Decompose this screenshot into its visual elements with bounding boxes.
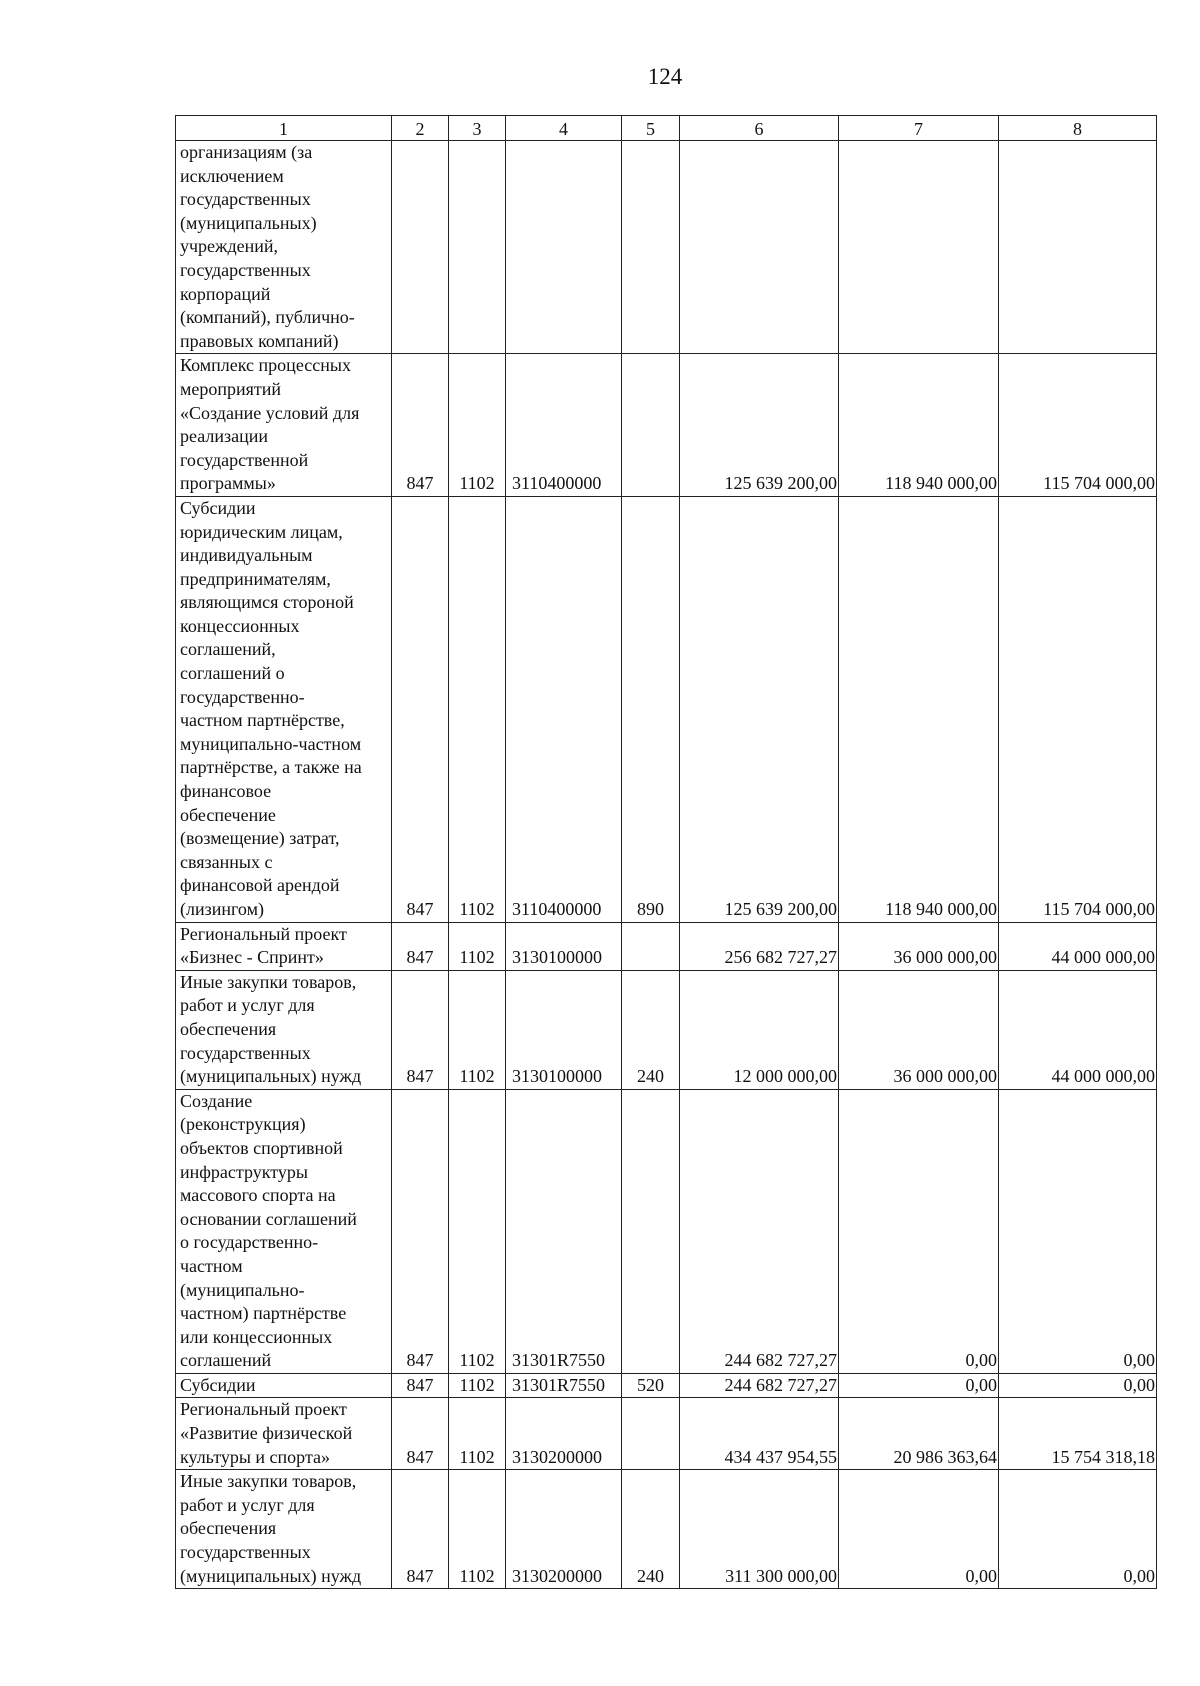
section-code-cell: 1102 <box>449 1373 506 1398</box>
column-header: 6 <box>680 116 839 141</box>
amount-year3-cell: 44 000 000,00 <box>999 922 1157 970</box>
row-name-cell: Создание (реконструкция) объектов спортивной инфраструктуры массового спорта на основании соглашений о государственно- частном (муниципально- частном) партнёрстве или концессионных соглашений <box>176 1089 392 1373</box>
section-code-cell: 1102 <box>449 922 506 970</box>
table-row <box>176 1089 1157 1373</box>
row-name-cell: организациям (за исключением государственных (муниципальных) учреждений, государственных корпораций (компаний), публично- правовых компаний) <box>176 141 392 354</box>
expense-type-cell: 240 <box>622 970 680 1089</box>
ministry-code-cell: 847 <box>392 1470 449 1589</box>
row-name-cell: Иные закупки товаров, работ и услуг для обеспечения государственных (муниципальных) нужд <box>176 970 392 1089</box>
amount-year1-cell: 244 682 727,27 <box>680 1373 839 1398</box>
target-article-cell <box>506 141 622 354</box>
section-code-cell: 1102 <box>449 1398 506 1470</box>
row-name-cell: Региональный проект «Бизнес - Спринт» <box>176 922 392 970</box>
table-row <box>176 1373 1157 1398</box>
column-header: 5 <box>622 116 680 141</box>
expense-type-cell <box>622 922 680 970</box>
header-row <box>176 116 1157 141</box>
target-article-cell: 3130100000 <box>506 922 622 970</box>
amount-year3-cell: 44 000 000,00 <box>999 970 1157 1089</box>
column-header: 2 <box>392 116 449 141</box>
amount-year1-cell: 12 000 000,00 <box>680 970 839 1089</box>
row-name-cell: Иные закупки товаров, работ и услуг для обеспечения государственных (муниципальных) нужд <box>176 1470 392 1589</box>
amount-year3-cell: 115 704 000,00 <box>999 354 1157 497</box>
budget-table <box>175 115 1157 1589</box>
amount-year1-cell <box>680 141 839 354</box>
ministry-code-cell: 847 <box>392 1089 449 1373</box>
amount-year2-cell: 36 000 000,00 <box>839 922 999 970</box>
amount-year3-cell: 115 704 000,00 <box>999 496 1157 922</box>
ministry-code-cell: 847 <box>392 970 449 1089</box>
amount-year1-cell: 434 437 954,55 <box>680 1398 839 1470</box>
ministry-code-cell <box>392 141 449 354</box>
amount-year3-cell: 0,00 <box>999 1470 1157 1589</box>
column-header: 3 <box>449 116 506 141</box>
target-article-cell: 3130100000 <box>506 970 622 1089</box>
page-number: 124 <box>647 64 683 89</box>
amount-year1-cell: 125 639 200,00 <box>680 354 839 497</box>
column-header: 4 <box>506 116 622 141</box>
section-code-cell: 1102 <box>449 1089 506 1373</box>
table-row <box>176 970 1157 1089</box>
amount-year2-cell <box>839 141 999 354</box>
table-row <box>176 354 1157 497</box>
row-name-cell: Субсидии <box>176 1373 392 1398</box>
amount-year2-cell: 118 940 000,00 <box>839 354 999 497</box>
ministry-code-cell: 847 <box>392 922 449 970</box>
target-article-cell: 3130200000 <box>506 1398 622 1470</box>
expense-type-cell <box>622 1089 680 1373</box>
amount-year2-cell: 20 986 363,64 <box>839 1398 999 1470</box>
amount-year3-cell: 0,00 <box>999 1373 1157 1398</box>
expense-type-cell: 890 <box>622 496 680 922</box>
table-row <box>176 496 1157 922</box>
ministry-code-cell: 847 <box>392 354 449 497</box>
target-article-cell: 3130200000 <box>506 1470 622 1589</box>
target-article-cell: 31301R7550 <box>506 1373 622 1398</box>
row-name-cell: Комплекс процессных мероприятий «Создание условий для реализации государственной программы» <box>176 354 392 497</box>
amount-year2-cell: 0,00 <box>839 1470 999 1589</box>
target-article-cell: 31301R7550 <box>506 1089 622 1373</box>
expense-type-cell: 240 <box>622 1470 680 1589</box>
row-name-cell: Региональный проект «Развитие физической культуры и спорта» <box>176 1398 392 1470</box>
column-header: 7 <box>839 116 999 141</box>
amount-year3-cell <box>999 141 1157 354</box>
expense-type-cell <box>622 1398 680 1470</box>
ministry-code-cell: 847 <box>392 1373 449 1398</box>
column-header: 1 <box>176 116 392 141</box>
section-code-cell: 1102 <box>449 970 506 1089</box>
row-name-cell: Субсидии юридическим лицам, индивидуальным предпринимателям, являющимся стороной концессионных соглашений, соглашений о государственно- частном партнёрстве, муниципально-частном партнёрстве, а также на финансовое обеспечение (возмещение) затрат, связанных с финансовой арендой (лизингом) <box>176 496 392 922</box>
section-code-cell: 1102 <box>449 354 506 497</box>
expense-type-cell <box>622 141 680 354</box>
target-article-cell: 3110400000 <box>506 496 622 922</box>
column-header: 8 <box>999 116 1157 141</box>
table-row <box>176 1398 1157 1470</box>
amount-year1-cell: 125 639 200,00 <box>680 496 839 922</box>
amount-year2-cell: 36 000 000,00 <box>839 970 999 1089</box>
target-article-cell: 3110400000 <box>506 354 622 497</box>
expense-type-cell <box>622 354 680 497</box>
ministry-code-cell: 847 <box>392 496 449 922</box>
ministry-code-cell: 847 <box>392 1398 449 1470</box>
amount-year1-cell: 256 682 727,27 <box>680 922 839 970</box>
amount-year2-cell: 0,00 <box>839 1373 999 1398</box>
table-body <box>176 141 1157 1589</box>
amount-year1-cell: 244 682 727,27 <box>680 1089 839 1373</box>
amount-year3-cell: 0,00 <box>999 1089 1157 1373</box>
section-code-cell: 1102 <box>449 496 506 922</box>
table-row <box>176 141 1157 354</box>
table-header <box>176 116 1157 141</box>
amount-year1-cell: 311 300 000,00 <box>680 1470 839 1589</box>
section-code-cell: 1102 <box>449 1470 506 1589</box>
amount-year3-cell: 15 754 318,18 <box>999 1398 1157 1470</box>
section-code-cell <box>449 141 506 354</box>
amount-year2-cell: 0,00 <box>839 1089 999 1373</box>
table-row <box>176 922 1157 970</box>
amount-year2-cell: 118 940 000,00 <box>839 496 999 922</box>
expense-type-cell: 520 <box>622 1373 680 1398</box>
table-row <box>176 1470 1157 1589</box>
